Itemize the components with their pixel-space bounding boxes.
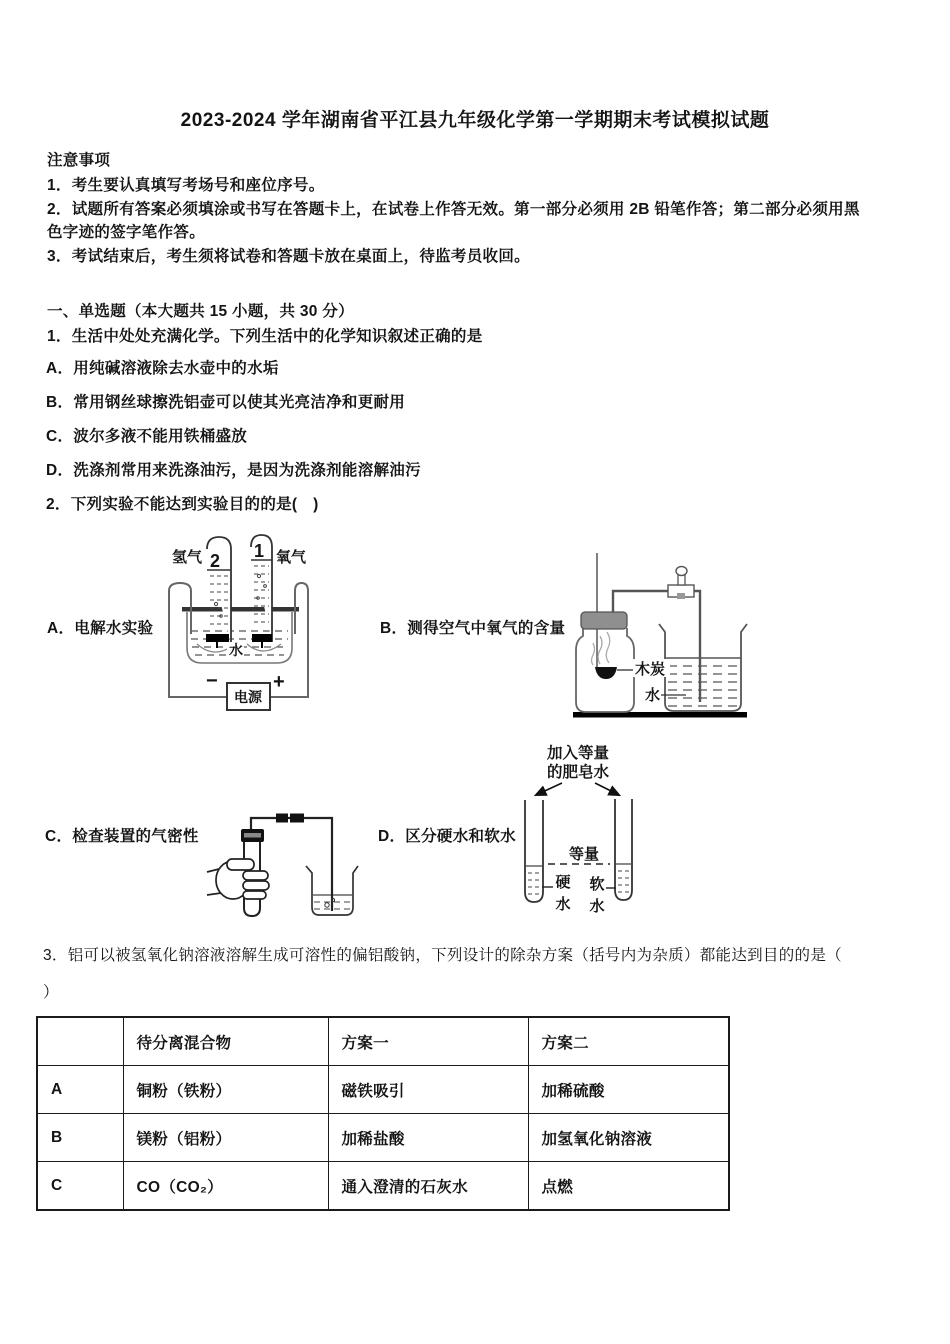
charcoal-label: 木炭 bbox=[635, 661, 666, 678]
soft-water-tube bbox=[615, 799, 632, 900]
q1-option-c: C．波尔多液不能用铁桶盛放 bbox=[46, 428, 248, 445]
q3-stem-line2: ） bbox=[43, 984, 59, 1001]
oxygen-gas-label: 氧气 bbox=[276, 549, 307, 566]
table-row-a bbox=[37, 1066, 729, 1114]
tube-number-2: 2 bbox=[210, 551, 221, 571]
power-supply-box bbox=[227, 683, 270, 710]
valve bbox=[668, 567, 694, 600]
tube-number-1: 1 bbox=[254, 541, 265, 561]
soap-water-line2: 的肥皂水 bbox=[546, 764, 610, 781]
hard-water-char: 水 bbox=[555, 896, 571, 913]
bottle-stopper bbox=[581, 612, 627, 629]
soft-char: 软 bbox=[589, 876, 605, 893]
q1-option-b: B．常用钢丝球擦洗铝壶可以使其光亮洁净和更耐用 bbox=[46, 394, 406, 411]
section-1-heading: 一、单选题（本大题共 15 小题，共 30 分） bbox=[47, 303, 354, 320]
hard-water-tube bbox=[525, 800, 543, 902]
row-b-letter: B bbox=[37, 1114, 123, 1162]
header-cell-plan1: 方案一 bbox=[328, 1017, 528, 1066]
table-header-row bbox=[37, 1017, 729, 1066]
notice-2-line1: 2．试题所有答案必须填涂或书写在答题卡上，在试卷上作答无效。第一部分必须用 2B 铅笔作答；第二部分必须用黑 bbox=[47, 201, 860, 218]
row-c-mixture: CO（CO₂） bbox=[123, 1162, 328, 1211]
row-a-mixture: 铜粉（铁粉） bbox=[123, 1066, 328, 1114]
notice-heading: 注意事项 bbox=[47, 152, 111, 169]
row-c-plan2: 点燃 bbox=[528, 1162, 729, 1211]
hydrogen-gas-label: 氢气 bbox=[172, 549, 203, 566]
q2-diagram-oxygen-content bbox=[555, 540, 755, 720]
q2-label-a: A．电解水实验 bbox=[47, 620, 154, 637]
plus-terminal: + bbox=[273, 671, 285, 693]
electrolysis-wires bbox=[169, 583, 308, 697]
row-a-plan1: 磁铁吸引 bbox=[328, 1066, 528, 1114]
row-a-plan2: 加稀硫酸 bbox=[528, 1066, 729, 1114]
table-row-b bbox=[37, 1114, 729, 1162]
q3-table bbox=[36, 1016, 730, 1211]
q2-diagram-airtightness bbox=[205, 778, 370, 928]
soap-water-line1: 加入等量 bbox=[546, 745, 610, 762]
q2-label-b: B．测得空气中氧气的含量 bbox=[380, 620, 566, 637]
tube-connector-right bbox=[290, 814, 304, 823]
arrow-left bbox=[536, 783, 562, 795]
header-cell-blank bbox=[37, 1017, 123, 1066]
header-cell-mixture: 待分离混合物 bbox=[123, 1017, 328, 1066]
row-c-plan1: 通入澄清的石灰水 bbox=[328, 1162, 528, 1211]
row-b-mixture: 镁粉（铝粉） bbox=[123, 1114, 328, 1162]
header-cell-plan2: 方案二 bbox=[528, 1017, 729, 1066]
q1-stem: 1．生活中处处充满化学。下列生活中的化学知识叙述正确的是 bbox=[47, 328, 483, 345]
power-supply-label: 电源 bbox=[234, 689, 262, 705]
row-b-plan1: 加稀盐酸 bbox=[328, 1114, 528, 1162]
soft-water-char: 水 bbox=[589, 898, 605, 915]
notice-2-line2: 色字迹的签字笔作答。 bbox=[47, 224, 206, 241]
row-b-plan2: 加氢氧化钠溶液 bbox=[528, 1114, 729, 1162]
notice-3: 3．考试结束后，考生须将试卷和答题卡放在桌面上，待监考员收回。 bbox=[47, 248, 530, 265]
q2-diagram-hard-soft-water bbox=[505, 728, 655, 928]
page-title: 2023-2024 学年湖南省平江县九年级化学第一学期期末考试模拟试题 bbox=[180, 110, 770, 131]
table-row-c bbox=[37, 1162, 729, 1211]
q1-option-a: A．用纯碱溶液除去水壶中的水垢 bbox=[46, 360, 279, 377]
row-a-letter: A bbox=[37, 1066, 123, 1114]
q2-stem: 2．下列实验不能达到实验目的的是( ) bbox=[46, 496, 319, 513]
q1-option-d: D．洗涤剂常用来洗涤油污，是因为洗涤剂能溶解油污 bbox=[46, 462, 421, 479]
q2-label-d: D．区分硬水和软水 bbox=[378, 828, 516, 845]
tube-connector-left bbox=[276, 814, 288, 823]
gas-bottle bbox=[576, 553, 634, 712]
q2-diagram-electrolysis bbox=[155, 528, 345, 718]
water-label: 水 bbox=[229, 642, 243, 658]
minus-terminal: − bbox=[206, 670, 218, 692]
notice-1: 1．考生要认真填写考场号和座位序号。 bbox=[47, 177, 325, 194]
q3-stem-line1: 3．铝可以被氢氧化钠溶液溶解生成可溶性的偏铝酸钠，下列设计的除杂方案（括号内为杂质）都能达到目的的是（ bbox=[43, 947, 842, 964]
row-c-letter: C bbox=[37, 1162, 123, 1211]
equal-amount-label: 等量 bbox=[568, 846, 600, 863]
beaker bbox=[659, 624, 747, 711]
arrow-right bbox=[595, 783, 619, 795]
beaker-water-label: 水 bbox=[645, 687, 661, 704]
hard-char: 硬 bbox=[555, 874, 571, 891]
water-label-group bbox=[227, 642, 244, 658]
q2-label-c: C．检查装置的气密性 bbox=[45, 828, 199, 845]
